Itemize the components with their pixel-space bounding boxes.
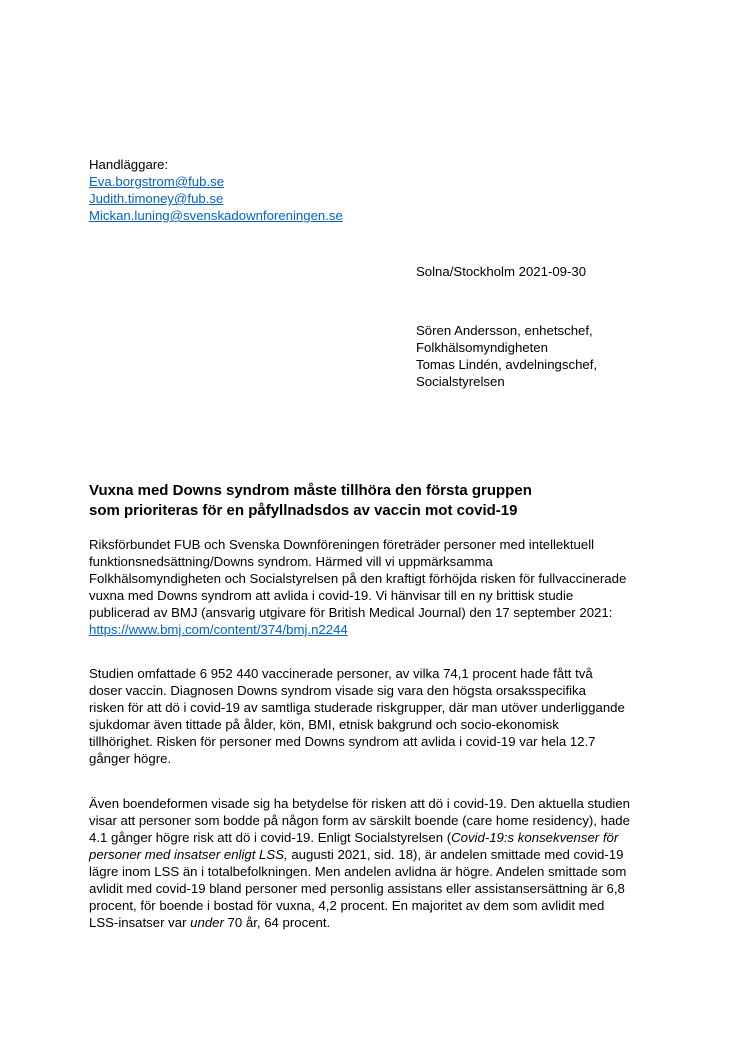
paragraph-3 bbox=[89, 795, 669, 931]
email-link-eva[interactable]: Eva.borgstrom@fub.se bbox=[89, 174, 225, 189]
paragraph-line: avlidit med covid-19 bland personer med personlig assistans eller assistansersättning är 6,8 bbox=[89, 881, 625, 896]
contact-label: Handläggare: bbox=[89, 157, 169, 172]
paragraph-line: lägre inom LSS än i totalbefolkningen. Men andelen avlidna är högre. Andelen smittade som bbox=[89, 864, 627, 879]
paragraph-line: procent, för boende i bostad för vuxna, 4,2 procent. En majoritet av dem som avlidit med bbox=[89, 898, 605, 913]
report-title-italic: Covid-19:s konsekvenser för bbox=[451, 830, 619, 845]
paragraph-line: visar att personer som bodde på någon form av särskilt boende (care home residency), hade bbox=[89, 813, 630, 828]
paragraph-line: gånger högre. bbox=[89, 751, 172, 766]
paragraph-line: Riksförbundet FUB och Svenska Downföreningen företräder personer med intellektuell bbox=[89, 537, 595, 552]
heading-line-2: som prioriteras för en påfyllnadsdos av vaccin mot covid-19 bbox=[89, 502, 518, 519]
paragraph-line: doser vaccin. Diagnosen Downs syndrom visade sig vara den högsta orsaksspecifika bbox=[89, 683, 586, 698]
email-link-mickan[interactable]: Mickan.luning@svenskadownforeningen.se bbox=[89, 208, 343, 223]
text-run: augusti 2021, sid. 18), är andelen smittade med covid-19 bbox=[287, 847, 624, 862]
place-date: Solna/Stockholm 2021-09-30 bbox=[416, 264, 587, 279]
email-link-judith[interactable]: Judith.timoney@fub.se bbox=[89, 191, 224, 206]
recipient-line: Folkhälsomyndigheten bbox=[416, 340, 548, 355]
paragraph-line: sjukdomar även tittade på ålder, kön, BMI, etnisk bakgrund och socio-ekonomisk bbox=[89, 717, 559, 732]
recipient-line: Tomas Lindén, avdelningschef, bbox=[416, 357, 598, 372]
recipient-line: Socialstyrelsen bbox=[416, 374, 505, 389]
paragraph-line: vuxna med Downs syndrom att avlida i covid-19. Vi hänvisar till en ny brittisk studie bbox=[89, 588, 574, 603]
text-run: 70 år, 64 procent. bbox=[223, 915, 331, 930]
document-heading bbox=[89, 481, 649, 521]
paragraph-2 bbox=[89, 665, 669, 767]
paragraph-line: Studien omfattade 6 952 440 vaccinerade personer, av vilka 74,1 procent hade fått två bbox=[89, 666, 593, 681]
paragraph-line: Folkhälsomyndigheten och Socialstyrelsen på den kraftigt förhöjda risken för fullvaccinerade bbox=[89, 571, 627, 586]
paragraph-line bbox=[89, 914, 669, 931]
text-run: 4.1 gånger högre risk att dö i covid-19. Enligt Socialstyrelsen ( bbox=[89, 830, 452, 845]
report-title-italic: personer med insatser enligt LSS, bbox=[89, 847, 288, 862]
recipients-block bbox=[416, 322, 597, 390]
paragraph-line bbox=[89, 846, 669, 863]
recipient-line: Sören Andersson, enhetschef, bbox=[416, 323, 593, 338]
paragraph-line: tillhörighet. Risken för personer med Downs syndrom att avlida i covid-19 var hela 12.7 bbox=[89, 734, 596, 749]
paragraph-line: Även boendeformen visade sig ha betydelse för risken att dö i covid-19. Den aktuella studien bbox=[89, 796, 631, 811]
contact-block bbox=[89, 156, 343, 224]
paragraph-line: risken för att dö i covid-19 av samtliga studerade riskgrupper, där man utöver underliggande bbox=[89, 700, 625, 715]
paragraph-1 bbox=[89, 536, 669, 638]
paragraph-line: publicerad av BMJ (ansvarig utgivare för British Medical Journal) den 17 september 2021: bbox=[89, 605, 613, 620]
text-run: LSS-insatser var bbox=[89, 915, 191, 930]
paragraph-line bbox=[89, 829, 669, 846]
heading-line-1: Vuxna med Downs syndrom måste tillhöra den första gruppen bbox=[89, 482, 532, 499]
emphasis-italic: under bbox=[190, 915, 224, 930]
paragraph-line: funktionsnedsättning/Downs syndrom. Härmed vill vi uppmärksamma bbox=[89, 554, 493, 569]
bmj-study-link[interactable]: https://www.bmj.com/content/374/bmj.n2244 bbox=[89, 622, 348, 637]
